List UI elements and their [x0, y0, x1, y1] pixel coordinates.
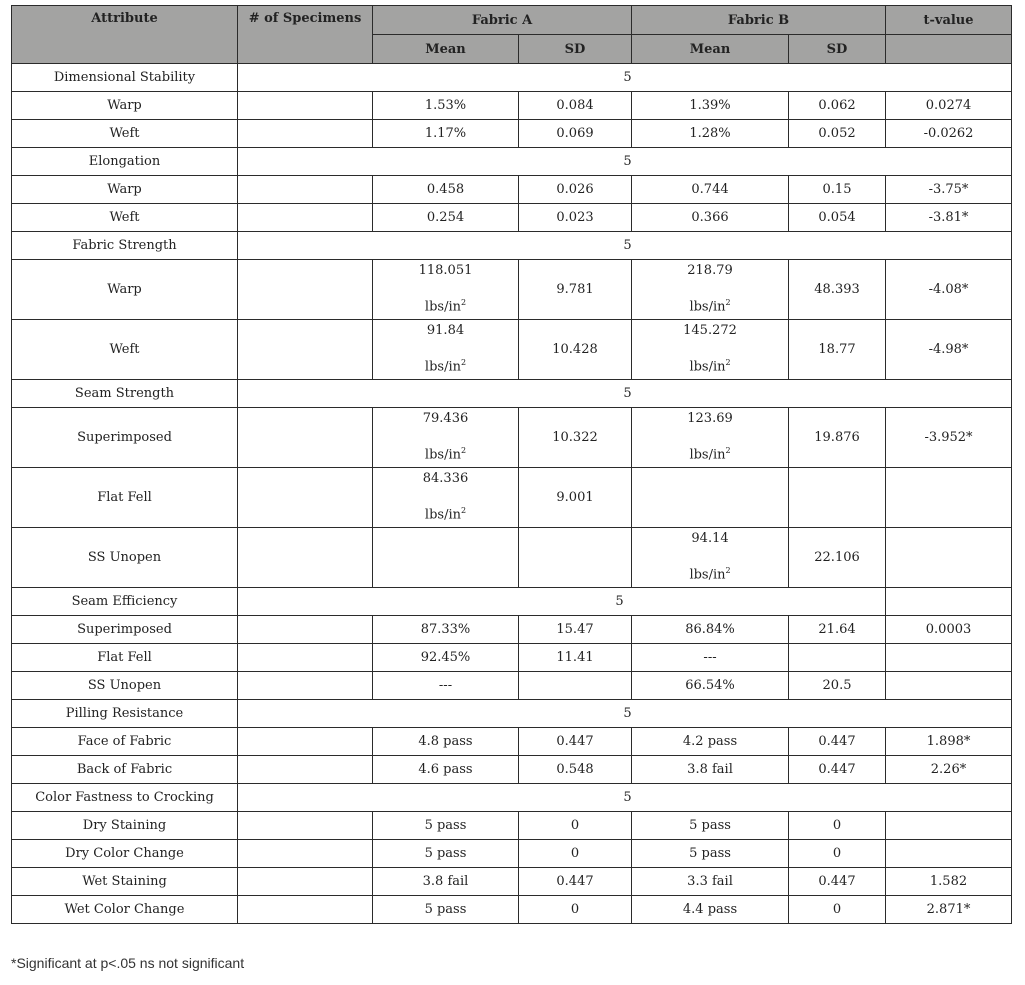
t-value: 1.898*: [886, 728, 1012, 756]
fabric-a-mean: 3.8 fail: [373, 868, 519, 896]
row-specimens-blank: [238, 204, 373, 232]
row-specimens-blank: [238, 756, 373, 784]
fabric-a-sd: 0: [519, 840, 632, 868]
fabric-b-sd: 0.052: [789, 120, 886, 148]
fabric-a-mean-unit: lbs/$in^2$: [424, 358, 467, 375]
group-name: Seam Strength: [12, 380, 238, 408]
row-specimens-blank: [238, 644, 373, 672]
group-specimens: 5: [238, 700, 1012, 728]
fabric-a-sd: 0.069: [519, 120, 632, 148]
fabric-a-mean-unit: lbs/$in^2$: [424, 298, 467, 315]
row-specimens-blank: [238, 616, 373, 644]
fabric-a-mean: [373, 320, 519, 380]
header-specimens: # of Specimens: [238, 6, 373, 64]
fabric-a-sd: 0.084: [519, 92, 632, 120]
fabric-a-mean: 4.8 pass: [373, 728, 519, 756]
fabric-a-sd: 9.781: [519, 260, 632, 320]
group-row: [12, 588, 1012, 616]
table-row: [12, 728, 1012, 756]
fabric-a-sd: 15.47: [519, 616, 632, 644]
header-t-value: t-value: [886, 6, 1012, 35]
t-value: [886, 468, 1012, 528]
t-value: 2.26*: [886, 756, 1012, 784]
t-value: [886, 644, 1012, 672]
table-row: [12, 408, 1012, 468]
fabric-a-sd: 0.548: [519, 756, 632, 784]
header-t-blank: [886, 35, 1012, 64]
fabric-b-sd: 0.447: [789, 756, 886, 784]
fabric-b-mean: 3.8 fail: [632, 756, 789, 784]
t-value: 0.0274: [886, 92, 1012, 120]
table-row: [12, 840, 1012, 868]
header-b-mean: Mean: [632, 35, 789, 64]
group-row: [12, 784, 1012, 812]
fabric-b-sd: 0.15: [789, 176, 886, 204]
table-body: [12, 64, 1012, 924]
fabric-a-mean: 5 pass: [373, 896, 519, 924]
fabric-b-sd: [789, 644, 886, 672]
header-attribute: Attribute: [12, 6, 238, 64]
group-specimens: 5: [238, 148, 1012, 176]
t-value: -3.81*: [886, 204, 1012, 232]
row-label: Warp: [12, 92, 238, 120]
fabric-b-sd: 0: [789, 812, 886, 840]
fabric-a-sd: 0.447: [519, 728, 632, 756]
group-name: Elongation: [12, 148, 238, 176]
row-specimens-blank: [238, 92, 373, 120]
fabric-a-mean: ---: [373, 672, 519, 700]
table-row: [12, 812, 1012, 840]
table-row: [12, 320, 1012, 380]
table-row: [12, 756, 1012, 784]
table-row: [12, 176, 1012, 204]
t-value: 1.582: [886, 868, 1012, 896]
fabric-b-mean: 5 pass: [632, 840, 789, 868]
fabric-b-sd: [789, 468, 886, 528]
fabric-b-sd: 0.447: [789, 868, 886, 896]
fabric-b-mean-value: 123.69: [687, 411, 733, 427]
row-specimens-blank: [238, 408, 373, 468]
fabric-b-mean: 3.3 fail: [632, 868, 789, 896]
fabric-a-sd: 10.428: [519, 320, 632, 380]
group-specimens: 5: [238, 232, 1012, 260]
results-table: [11, 5, 1012, 924]
group-specimens: 5: [238, 588, 886, 616]
table-row: [12, 528, 1012, 588]
row-specimens-blank: [238, 120, 373, 148]
fabric-b-mean-unit: lbs/$in^2$: [689, 298, 731, 315]
fabric-a-mean: 1.53%: [373, 92, 519, 120]
row-label: Dry Staining: [12, 812, 238, 840]
fabric-b-mean-value: 145.272: [683, 323, 737, 339]
row-specimens-blank: [238, 260, 373, 320]
fabric-b-sd: 0: [789, 896, 886, 924]
t-value: 0.0003: [886, 616, 1012, 644]
fabric-a-sd: 10.322: [519, 408, 632, 468]
row-specimens-blank: [238, 176, 373, 204]
table-row: [12, 672, 1012, 700]
row-label: SS Unopen: [12, 528, 238, 588]
group-specimens: 5: [238, 380, 1012, 408]
row-specimens-blank: [238, 320, 373, 380]
header-fabric-b: Fabric B: [632, 6, 886, 35]
header-a-sd: SD: [519, 35, 632, 64]
group-specimens: 5: [238, 64, 1012, 92]
fabric-a-sd: 0.026: [519, 176, 632, 204]
fabric-b-sd: 19.876: [789, 408, 886, 468]
fabric-b-mean-unit: lbs/$in^2$: [689, 358, 731, 375]
fabric-b-mean: [632, 260, 789, 320]
row-label: SS Unopen: [12, 672, 238, 700]
t-value: -3.75*: [886, 176, 1012, 204]
fabric-b-mean: ---: [632, 644, 789, 672]
row-label: Superimposed: [12, 408, 238, 468]
group-row: [12, 380, 1012, 408]
fabric-a-mean: 0.458: [373, 176, 519, 204]
row-specimens-blank: [238, 868, 373, 896]
table-row: [12, 120, 1012, 148]
fabric-a-sd: 0.447: [519, 868, 632, 896]
fabric-a-mean: 5 pass: [373, 840, 519, 868]
fabric-b-mean: [632, 408, 789, 468]
fabric-a-mean-value: 91.84: [426, 323, 465, 339]
group-name: Fabric Strength: [12, 232, 238, 260]
fabric-b-sd: 21.64: [789, 616, 886, 644]
fabric-b-sd: 0: [789, 840, 886, 868]
fabric-b-mean-unit: lbs/$in^2$: [689, 446, 731, 463]
fabric-b-mean: 0.366: [632, 204, 789, 232]
row-label: Flat Fell: [12, 468, 238, 528]
fabric-a-sd: 11.41: [519, 644, 632, 672]
row-label: Warp: [12, 260, 238, 320]
t-value: [886, 840, 1012, 868]
table-row: [12, 644, 1012, 672]
fabric-b-sd: 0.054: [789, 204, 886, 232]
row-label: Superimposed: [12, 616, 238, 644]
fabric-a-sd: 0.023: [519, 204, 632, 232]
group-name: Dimensional Stability: [12, 64, 238, 92]
table-row: [12, 616, 1012, 644]
fabric-b-mean: 4.2 pass: [632, 728, 789, 756]
row-specimens-blank: [238, 728, 373, 756]
t-value: -0.0262: [886, 120, 1012, 148]
group-row: [12, 148, 1012, 176]
t-value: [886, 812, 1012, 840]
group-t-blank: [886, 588, 1012, 616]
row-label: Warp: [12, 176, 238, 204]
fabric-a-mean: 87.33%: [373, 616, 519, 644]
row-label: Wet Staining: [12, 868, 238, 896]
row-label: Back of Fabric: [12, 756, 238, 784]
header-a-mean: Mean: [373, 35, 519, 64]
fabric-a-mean-value: 118.051: [418, 263, 473, 279]
group-name: Pilling Resistance: [12, 700, 238, 728]
table-row: [12, 468, 1012, 528]
fabric-a-sd: 0: [519, 812, 632, 840]
t-value: [886, 528, 1012, 588]
fabric-b-sd: 18.77: [789, 320, 886, 380]
t-value: -4.98*: [886, 320, 1012, 380]
fabric-b-mean: 0.744: [632, 176, 789, 204]
row-specimens-blank: [238, 812, 373, 840]
fabric-a-mean: 0.254: [373, 204, 519, 232]
fabric-a-mean-value: 79.436: [422, 411, 469, 427]
fabric-a-mean: [373, 528, 519, 588]
table-row: [12, 260, 1012, 320]
footnote: *Significant at p<.05 ns not significant: [11, 955, 245, 971]
t-value: -4.08*: [886, 260, 1012, 320]
fabric-a-mean: 1.17%: [373, 120, 519, 148]
group-name: Seam Efficiency: [12, 588, 238, 616]
fabric-a-sd: [519, 528, 632, 588]
row-specimens-blank: [238, 840, 373, 868]
row-specimens-blank: [238, 528, 373, 588]
row-label: Wet Color Change: [12, 896, 238, 924]
fabric-b-sd: 0.447: [789, 728, 886, 756]
t-value: -3.952*: [886, 408, 1012, 468]
fabric-b-mean-unit: lbs/$in^2$: [689, 566, 731, 583]
fabric-a-sd: 0: [519, 896, 632, 924]
fabric-b-mean: 4.4 pass: [632, 896, 789, 924]
group-row: [12, 700, 1012, 728]
group-row: [12, 64, 1012, 92]
group-specimens: 5: [238, 784, 1012, 812]
row-specimens-blank: [238, 468, 373, 528]
fabric-b-sd: 0.062: [789, 92, 886, 120]
fabric-b-mean: 66.54%: [632, 672, 789, 700]
fabric-b-mean: [632, 320, 789, 380]
fabric-a-mean-unit: lbs/$in^2$: [424, 506, 467, 523]
fabric-b-sd: 20.5: [789, 672, 886, 700]
fabric-a-mean: [373, 468, 519, 528]
fabric-b-mean-value: 218.79: [687, 263, 733, 279]
t-value: [886, 672, 1012, 700]
fabric-b-mean-value: 94.14: [691, 531, 729, 547]
row-specimens-blank: [238, 672, 373, 700]
fabric-a-sd: [519, 672, 632, 700]
fabric-a-mean: 92.45%: [373, 644, 519, 672]
fabric-b-sd: 22.106: [789, 528, 886, 588]
row-label: Weft: [12, 204, 238, 232]
fabric-b-mean: 1.28%: [632, 120, 789, 148]
table-row: [12, 896, 1012, 924]
fabric-a-sd: 9.001: [519, 468, 632, 528]
group-name: Color Fastness to Crocking: [12, 784, 238, 812]
fabric-b-mean: 5 pass: [632, 812, 789, 840]
fabric-b-sd: 48.393: [789, 260, 886, 320]
fabric-a-mean-unit: lbs/$in^2$: [424, 446, 467, 463]
header-b-sd: SD: [789, 35, 886, 64]
table-row: [12, 204, 1012, 232]
fabric-a-mean: 4.6 pass: [373, 756, 519, 784]
fabric-b-mean: 86.84%: [632, 616, 789, 644]
t-value: 2.871*: [886, 896, 1012, 924]
row-label: Dry Color Change: [12, 840, 238, 868]
row-label: Face of Fabric: [12, 728, 238, 756]
fabric-a-mean: 5 pass: [373, 812, 519, 840]
row-specimens-blank: [238, 896, 373, 924]
fabric-a-mean: [373, 408, 519, 468]
table-row: [12, 92, 1012, 120]
row-label: Weft: [12, 320, 238, 380]
fabric-b-mean: 1.39%: [632, 92, 789, 120]
fabric-a-mean: [373, 260, 519, 320]
fabric-b-mean: [632, 528, 789, 588]
header-fabric-a: Fabric A: [373, 6, 632, 35]
group-row: [12, 232, 1012, 260]
table-row: [12, 868, 1012, 896]
fabric-a-mean-value: 84.336: [422, 471, 469, 487]
fabric-b-mean: [632, 468, 789, 528]
row-label: Flat Fell: [12, 644, 238, 672]
row-label: Weft: [12, 120, 238, 148]
